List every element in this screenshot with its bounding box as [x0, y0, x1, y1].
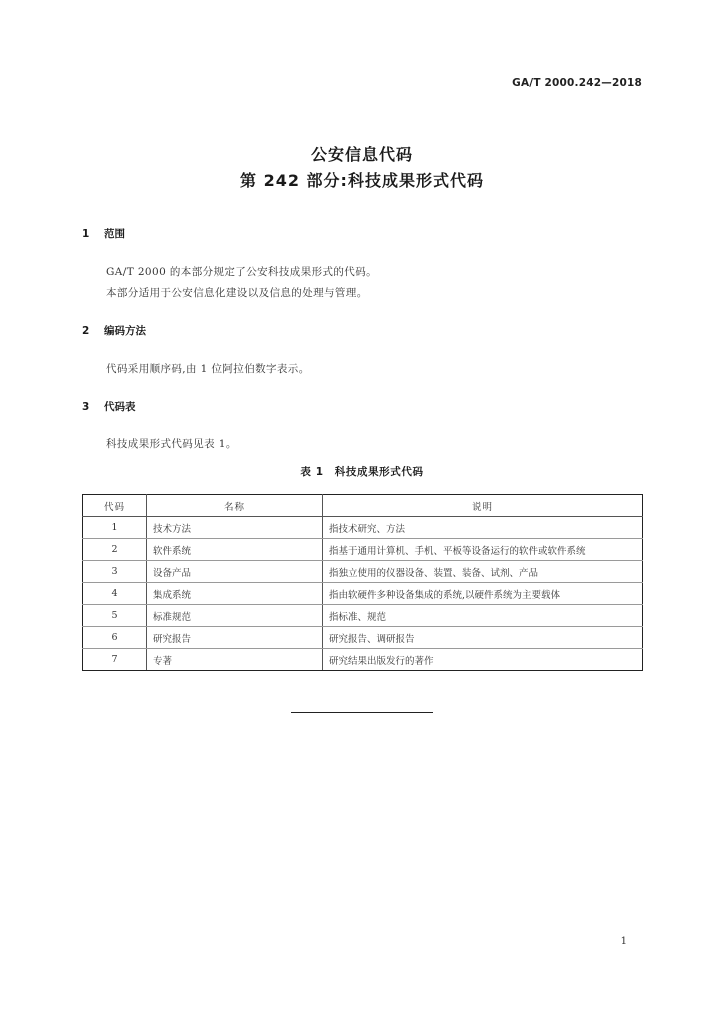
- cell-description: 指独立使用的仪器设备、装置、装备、试剂、产品: [323, 561, 643, 583]
- section-number: 3: [82, 401, 90, 413]
- header-description: 说明: [323, 495, 643, 517]
- document-subtitle: 第 242 部分:科技成果形式代码: [240, 171, 484, 190]
- section-title: 编码方法: [104, 325, 146, 337]
- table-row: [83, 649, 643, 671]
- table-row: [83, 627, 643, 649]
- cell-code: 4: [83, 583, 147, 605]
- table-row: [83, 605, 643, 627]
- scope-paragraph-1: GA/T 2000 的本部分规定了公安科技成果形式的代码。: [106, 266, 378, 278]
- code-table-paragraph: 科技成果形式代码见表 1。: [106, 438, 237, 450]
- table-row: [83, 583, 643, 605]
- coding-method-paragraph: 代码采用顺序码,由 1 位阿拉伯数字表示。: [106, 363, 310, 375]
- cell-description: 指由软硬件多种设备集成的系统,以硬件系统为主要载体: [323, 583, 643, 605]
- section-heading-scope: [82, 226, 125, 241]
- table-caption: 表 1 科技成果形式代码: [300, 466, 424, 478]
- cell-description: 指技术研究、方法: [323, 517, 643, 539]
- cell-code: 2: [83, 539, 147, 561]
- cell-name: 标准规范: [147, 605, 323, 627]
- end-rule: [291, 712, 433, 713]
- cell-description: 指标准、规范: [323, 605, 643, 627]
- standard-code: GA/T 2000.242—2018: [512, 77, 642, 89]
- cell-name: 专著: [147, 649, 323, 671]
- section-heading-coding-method: [82, 323, 146, 338]
- header-name: 名称: [147, 495, 323, 517]
- cell-name: 软件系统: [147, 539, 323, 561]
- cell-name: 研究报告: [147, 627, 323, 649]
- section-number: 1: [82, 228, 90, 240]
- code-table: [82, 494, 643, 671]
- table-header-row: [83, 495, 643, 517]
- section-number: 2: [82, 325, 90, 337]
- page-number: 1: [620, 936, 627, 947]
- cell-code: 7: [83, 649, 147, 671]
- document-title: 公安信息代码: [310, 145, 413, 164]
- section-title: 代码表: [104, 401, 136, 413]
- table-row: [83, 517, 643, 539]
- cell-name: 技术方法: [147, 517, 323, 539]
- header-code: 代码: [83, 495, 147, 517]
- cell-description: 研究结果出版发行的著作: [323, 649, 643, 671]
- cell-name: 设备产品: [147, 561, 323, 583]
- cell-code: 1: [83, 517, 147, 539]
- section-title: 范围: [104, 228, 125, 240]
- cell-code: 5: [83, 605, 147, 627]
- section-heading-code-table: [82, 399, 136, 414]
- cell-name: 集成系统: [147, 583, 323, 605]
- cell-description: 指基于通用计算机、手机、平板等设备运行的软件或软件系统: [323, 539, 643, 561]
- table-row: [83, 539, 643, 561]
- table-row: [83, 561, 643, 583]
- cell-code: 3: [83, 561, 147, 583]
- scope-paragraph-2: 本部分适用于公安信息化建设以及信息的处理与管理。: [106, 287, 368, 299]
- cell-description: 研究报告、调研报告: [323, 627, 643, 649]
- cell-code: 6: [83, 627, 147, 649]
